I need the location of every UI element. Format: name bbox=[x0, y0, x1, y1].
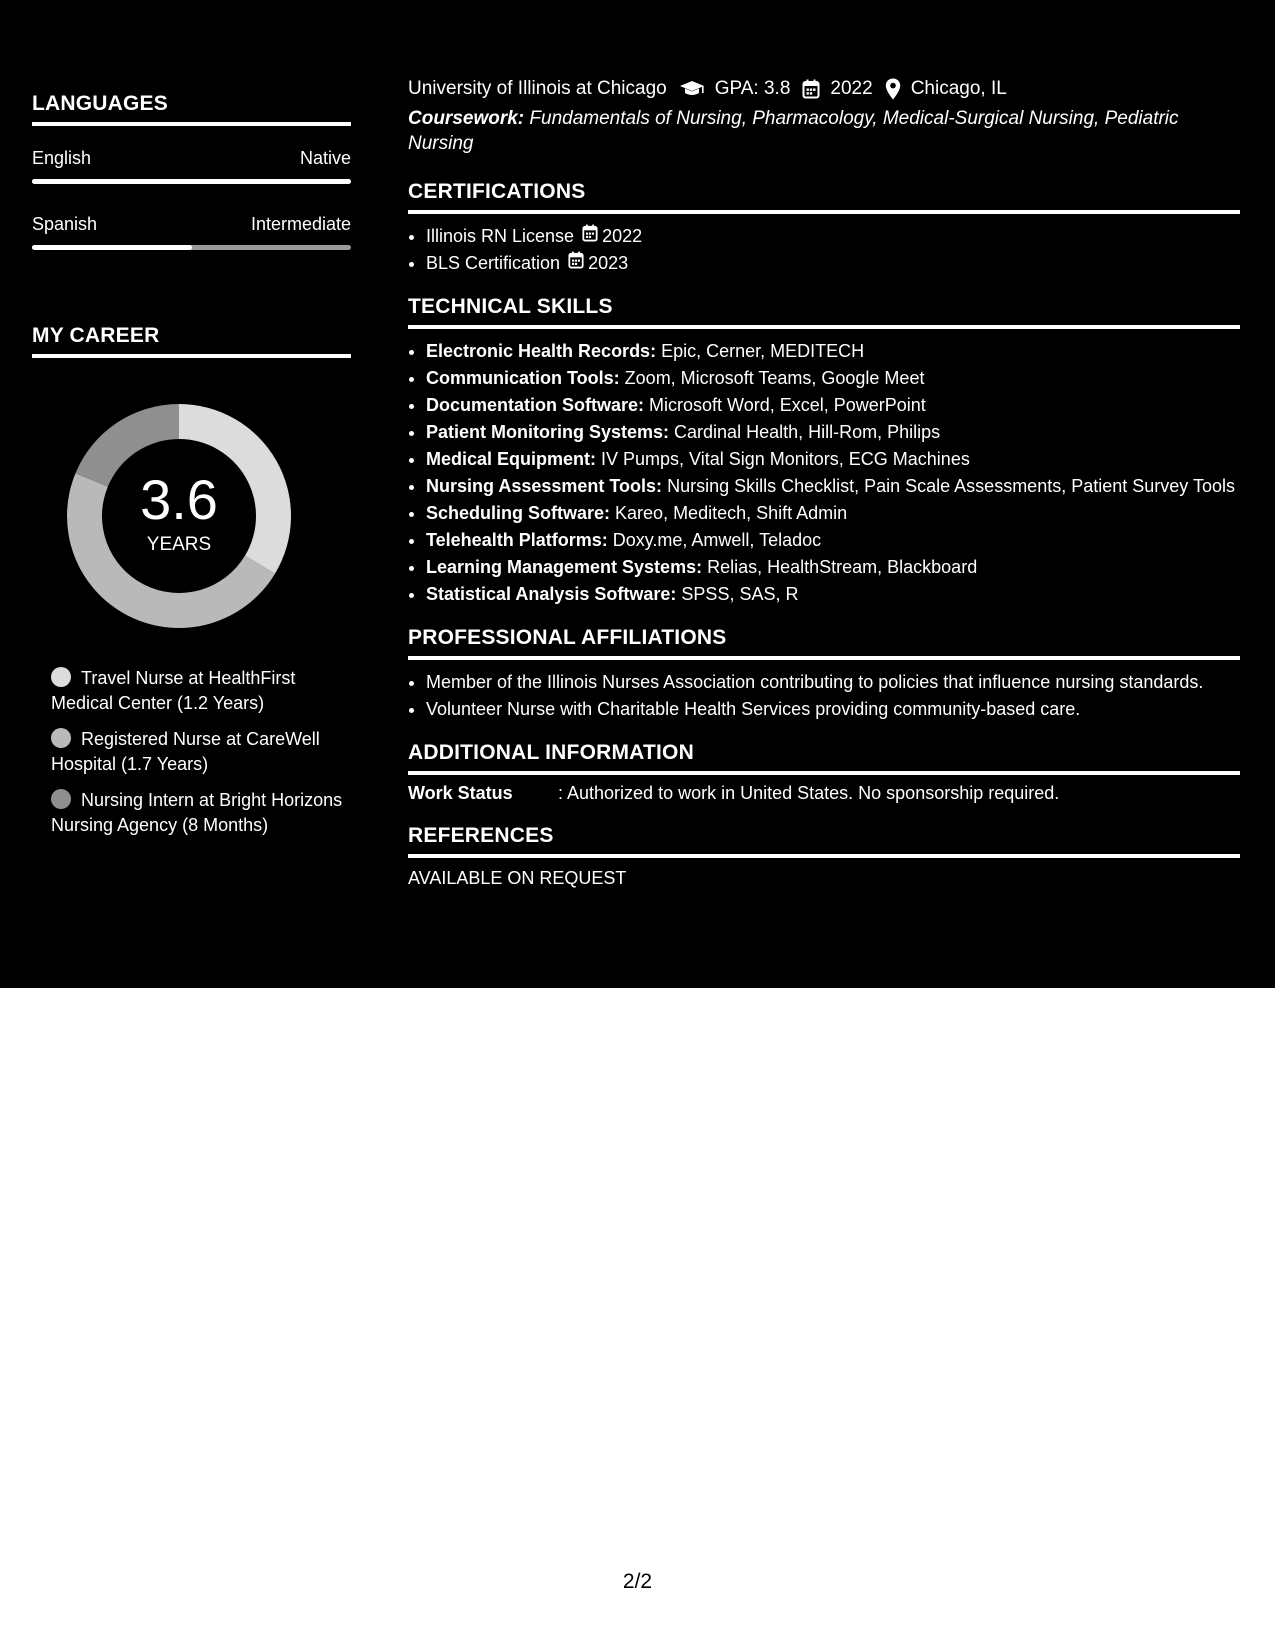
additional-info-section bbox=[408, 741, 1240, 804]
skill-label: Medical Equipment: bbox=[426, 449, 597, 469]
certification-year: 2023 bbox=[588, 253, 629, 273]
skill-label: Communication Tools: bbox=[426, 368, 620, 388]
technical-skills-list bbox=[408, 339, 1240, 606]
certification-name: Illinois RN License bbox=[426, 226, 575, 246]
skill-label: Documentation Software: bbox=[426, 395, 645, 415]
career-legend-item bbox=[51, 666, 351, 716]
legend-dot bbox=[51, 667, 71, 687]
affiliation-item: • Volunteer Nurse with Charitable Health Services providing community-based care. bbox=[426, 697, 1240, 721]
language-name: Spanish bbox=[32, 214, 98, 234]
coursework-text: Fundamentals of Nursing, Pharmacology, Medical-Surgical Nursing, Pediatric Nursing bbox=[408, 108, 1179, 154]
skill-value: Doxy.me, Amwell, Teladoc bbox=[607, 530, 822, 550]
work-status-row bbox=[408, 783, 1240, 804]
skill-value: Cardinal Health, Hill-Rom, Philips bbox=[669, 422, 941, 442]
career-entry-label: Travel Nurse at HealthFirst Medical Center (1.2 Years) bbox=[51, 668, 296, 713]
school-location: Chicago, IL bbox=[910, 78, 1007, 99]
language-item bbox=[32, 148, 351, 184]
work-status-value: : Authorized to work in United States. No sponsorship required. bbox=[558, 783, 1060, 803]
language-proficiency-bar bbox=[32, 245, 351, 250]
language-proficiency-bar bbox=[32, 179, 351, 184]
skill-value: IV Pumps, Vital Sign Monitors, ECG Machines bbox=[596, 449, 970, 469]
work-status-label: Work Status bbox=[408, 783, 513, 803]
career-total-unit: YEARS bbox=[146, 534, 212, 555]
skill-item bbox=[426, 501, 1240, 525]
affiliations-section bbox=[408, 626, 1240, 721]
skill-label: Patient Monitoring Systems: bbox=[426, 422, 670, 442]
certifications-title: CERTIFICATIONS bbox=[408, 180, 1240, 214]
certification-item bbox=[426, 251, 1240, 275]
education-line bbox=[408, 78, 1240, 100]
skill-value: Nursing Skills Checklist, Pain Scale Assessments, Patient Survey Tools bbox=[662, 476, 1235, 496]
skill-label: Scheduling Software: bbox=[426, 503, 611, 523]
skill-value: Microsoft Word, Excel, PowerPoint bbox=[644, 395, 926, 415]
legend-dot bbox=[51, 789, 71, 809]
skill-item bbox=[426, 555, 1240, 579]
language-proficiency-fill bbox=[32, 245, 192, 250]
skill-value: Kareo, Meditech, Shift Admin bbox=[610, 503, 848, 523]
certification-item bbox=[426, 224, 1240, 248]
skill-label: Learning Management Systems: bbox=[426, 557, 703, 577]
left-column bbox=[32, 92, 351, 849]
right-column bbox=[408, 78, 1240, 889]
skill-value: Epic, Cerner, MEDITECH bbox=[656, 341, 865, 361]
legend-dot bbox=[51, 728, 71, 748]
additional-info-title: ADDITIONAL INFORMATION bbox=[408, 741, 1240, 775]
skill-label: Electronic Health Records: bbox=[426, 341, 657, 361]
career-legend bbox=[32, 666, 351, 838]
career-legend-item bbox=[51, 727, 351, 777]
skill-label: Statistical Analysis Software: bbox=[426, 584, 677, 604]
affiliation-item: • Member of the Illinois Nurses Association contributing to policies that influence nursing standards. bbox=[426, 670, 1240, 694]
language-proficiency-fill bbox=[32, 179, 351, 184]
affiliations-title: PROFESSIONAL AFFILIATIONS bbox=[408, 626, 1240, 660]
language-level: Intermediate bbox=[250, 214, 351, 234]
certifications-list bbox=[408, 224, 1240, 275]
calendar-icon bbox=[582, 224, 602, 248]
language-item bbox=[32, 214, 351, 250]
graduation-year: 2022 bbox=[830, 78, 873, 99]
skill-item bbox=[426, 339, 1240, 363]
calendar-icon bbox=[802, 79, 820, 99]
language-name: English bbox=[32, 148, 92, 168]
page-number: 2/2 bbox=[622, 1570, 653, 1593]
certifications-section bbox=[408, 180, 1240, 275]
skill-label: Telehealth Platforms: bbox=[426, 530, 608, 550]
career-total-value: 3.6 bbox=[140, 468, 218, 531]
skill-label: Nursing Assessment Tools: bbox=[426, 476, 663, 496]
technical-skills-section bbox=[408, 295, 1240, 606]
coursework-label: Coursework: bbox=[408, 108, 525, 129]
technical-skills-title: TECHNICAL SKILLS bbox=[408, 295, 1240, 329]
skill-item bbox=[426, 528, 1240, 552]
school-name: University of Illinois at Chicago bbox=[408, 78, 667, 99]
references-text: AVAILABLE ON REQUEST bbox=[408, 868, 627, 888]
graduation-cap-icon bbox=[679, 80, 705, 98]
languages-title: LANGUAGES bbox=[32, 92, 351, 126]
skill-item bbox=[426, 420, 1240, 444]
skill-item bbox=[426, 582, 1240, 606]
certification-name: BLS Certification bbox=[426, 253, 561, 273]
career-entry-label: Nursing Intern at Bright Horizons Nursing Agency (8 Months) bbox=[51, 790, 343, 835]
career-donut-chart bbox=[65, 402, 293, 630]
references-section bbox=[408, 824, 1240, 889]
certification-year: 2022 bbox=[602, 226, 643, 246]
skill-value: Zoom, Microsoft Teams, Google Meet bbox=[619, 368, 925, 388]
coursework bbox=[408, 106, 1240, 156]
map-pin-icon bbox=[885, 78, 901, 100]
gpa: GPA: 3.8 bbox=[714, 78, 791, 99]
career-legend-item bbox=[51, 788, 351, 838]
skill-item bbox=[426, 366, 1240, 390]
career-entry-label: Registered Nurse at CareWell Hospital (1.7 Years) bbox=[51, 729, 320, 774]
skill-value: SPSS, SAS, R bbox=[676, 584, 799, 604]
language-level: Native bbox=[299, 148, 351, 168]
affiliations-list bbox=[408, 670, 1240, 721]
references-title: REFERENCES bbox=[408, 824, 1240, 858]
skill-value: Relias, HealthStream, Blackboard bbox=[702, 557, 978, 577]
skill-item bbox=[426, 447, 1240, 471]
skill-item bbox=[426, 474, 1240, 498]
career-title: MY CAREER bbox=[32, 324, 351, 358]
skill-item bbox=[426, 393, 1240, 417]
calendar-icon bbox=[568, 251, 588, 275]
